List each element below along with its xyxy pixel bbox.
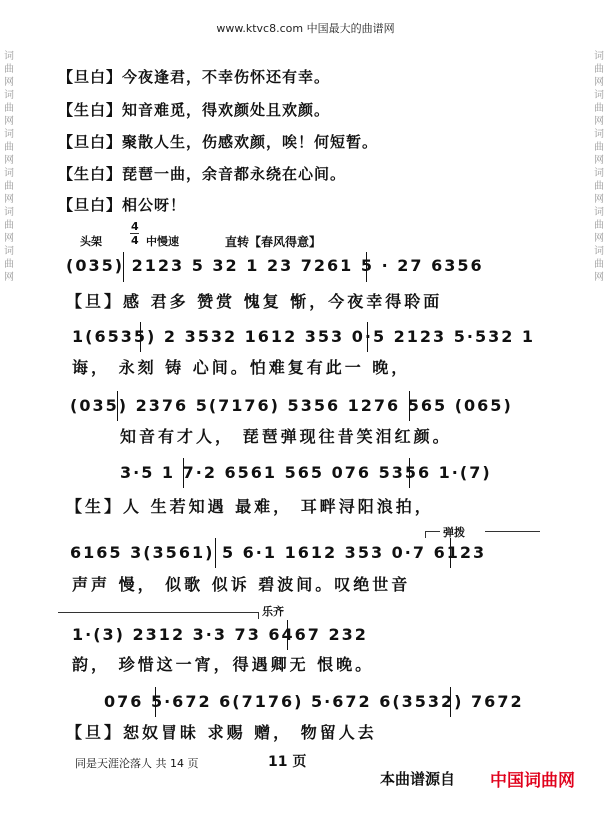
brand-link[interactable]: 中国词曲网 bbox=[490, 771, 575, 791]
site-header: www.ktvc8.com 中国最大的曲谱网 bbox=[216, 22, 395, 35]
tempo-speed: 中慢速 bbox=[146, 235, 179, 248]
notation-row: 1(6535) 2 3532 1612 353 0·5 2123 5·532 1 bbox=[72, 327, 536, 346]
notation-row: 6165 3(3561) 5 6·1 1612 353 0·7 6123 bbox=[70, 543, 487, 562]
time-signature-bottom: 4 bbox=[131, 234, 139, 247]
notation-row: (035) 2123 5 32 1 23 7261 5 · 27 6356 bbox=[66, 256, 484, 275]
lyric-row: 【生】人 生若知遇 最难， 耳畔浔阳浪拍， bbox=[66, 497, 434, 516]
intro-marking: 头架 bbox=[80, 235, 102, 248]
dialogue-line: 【旦白】相公呀！ bbox=[58, 196, 187, 214]
lyric-row: 知音有才人， 琵琶弹现往昔笑泪红颜。 bbox=[120, 427, 452, 446]
dialogue-line: 【旦白】今夜逢君，不幸伤怀还有幸。 bbox=[58, 68, 331, 86]
notation-row: 1·(3) 2312 3·3 73 6467 232 bbox=[72, 625, 368, 644]
lyric-row: 诲， 永刻 铸 心间。怕难复有此一 晚， bbox=[72, 358, 411, 377]
time-signature-top: 4 bbox=[131, 220, 139, 233]
source-label: 本曲谱源自 bbox=[380, 770, 456, 788]
right-watermark: 词曲网词曲网词曲网词曲网词曲网词曲网 bbox=[594, 51, 604, 283]
lyric-row: 【旦】感 君多 赞赏 愧复 惭，今夜幸得聆面 bbox=[66, 292, 443, 311]
notation-row: 3·5 1 7·2 6561 565 076 5356 1·(7) bbox=[120, 463, 492, 482]
tempo-transition: 直转【春风得意】 bbox=[225, 235, 322, 249]
lyric-row: 声声 慢， 似歌 似诉 碧波间。叹绝世音 bbox=[72, 575, 411, 594]
technique-marking: 乐齐 bbox=[262, 605, 284, 618]
lyric-row: 韵， 珍惜这一宵，得遇卿无 恨晚。 bbox=[72, 655, 375, 674]
lyric-row: 【旦】恕奴冒昧 求赐 赠， 物留人去 bbox=[66, 723, 377, 742]
technique-marking: 弹拨 bbox=[443, 526, 465, 539]
left-watermark: 词曲网词曲网词曲网词曲网词曲网词曲网 bbox=[4, 51, 14, 283]
dialogue-line: 【生白】知音难觅，得欢颜处且欢颜。 bbox=[58, 101, 331, 119]
dialogue-line: 【旦白】聚散人生，伤感欢颜，唉！何短暂。 bbox=[58, 133, 379, 151]
footer-title: 同是天涯沦落人 共 14 页 bbox=[75, 757, 199, 770]
notation-row: 076 5·672 6(7176) 5·672 6(3532) 7672 bbox=[104, 692, 524, 711]
page-number: 11 页 bbox=[268, 754, 307, 770]
notation-row: (035) 2376 5(7176) 5356 1276 565 (065) bbox=[70, 396, 513, 415]
dialogue-line: 【生白】琵琶一曲，余音都永绕在心间。 bbox=[58, 165, 347, 183]
